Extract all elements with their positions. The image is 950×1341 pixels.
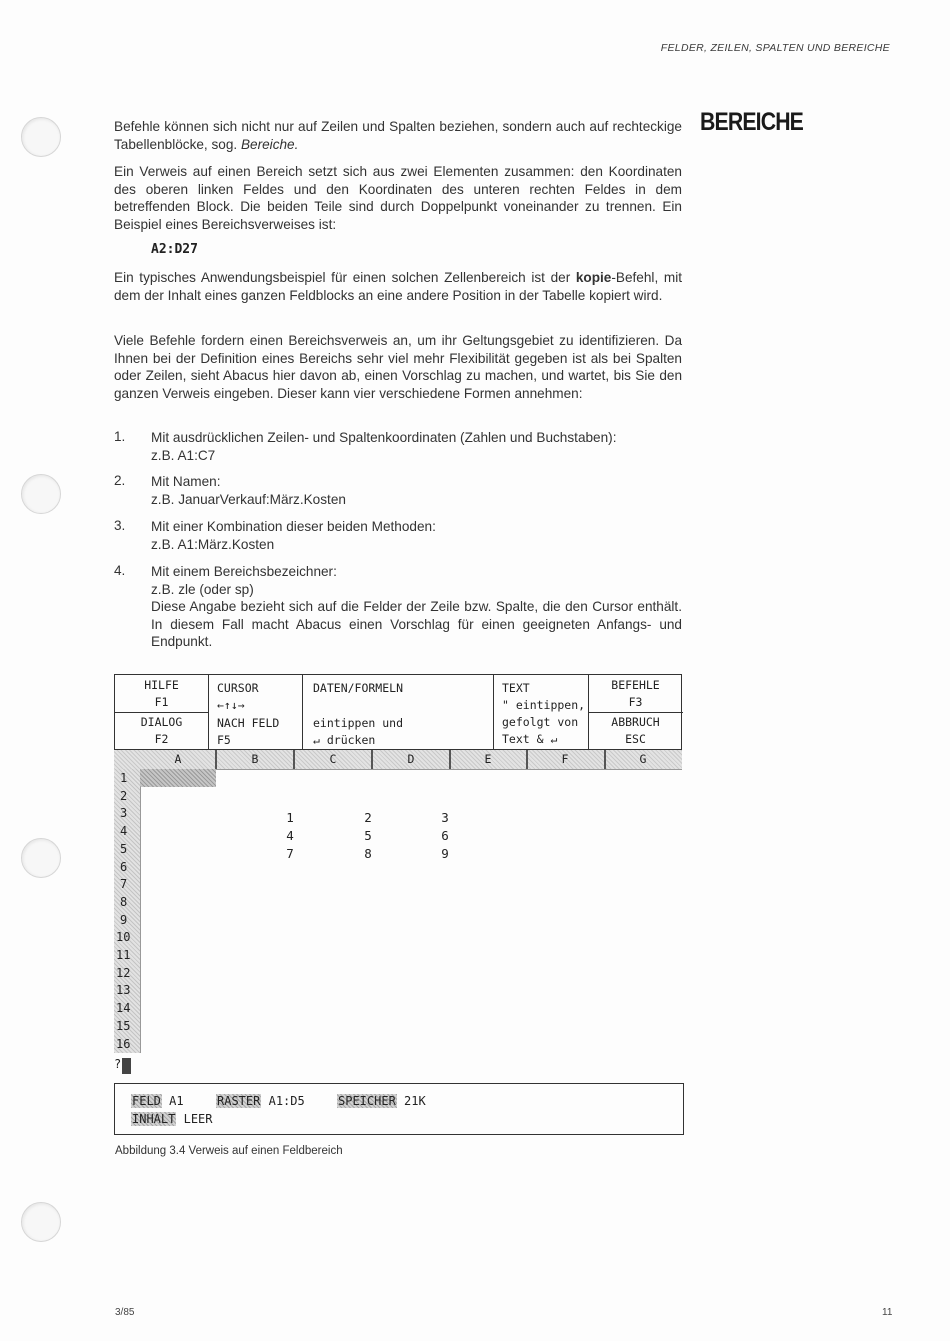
column-header-f: F xyxy=(561,752,569,766)
cell-b5: 7 xyxy=(286,846,294,861)
row-header: 9 xyxy=(120,912,128,927)
text-cursor xyxy=(122,1058,131,1074)
command-prompt: ? xyxy=(114,1057,122,1071)
status-inhalt: INHALT LEER xyxy=(132,1112,213,1126)
binder-hole xyxy=(21,117,61,157)
paragraph-intro: Befehle können sich nicht nur auf Zeilen und Spalten beziehen, sondern auch auf rechteckige Tabellenblöcke, sog. Bereiche. xyxy=(114,119,682,152)
row-header: 6 xyxy=(120,859,128,874)
list-item: Mit einer Kombination dieser beiden Methoden: z.B. A1:März.Kosten xyxy=(151,519,436,552)
list-number: 3. xyxy=(114,518,126,533)
row-header: 15 xyxy=(116,1018,131,1033)
column-header-e: E xyxy=(484,752,492,766)
row-header: 1 xyxy=(120,771,128,785)
help-abbruch: ABBRUCH ESC xyxy=(611,715,660,746)
column-header-c: C xyxy=(329,752,337,766)
binder-hole xyxy=(21,838,61,878)
status-raster: RASTER A1:D5 xyxy=(217,1094,305,1108)
status-line xyxy=(114,1083,684,1135)
paragraph-definition: Ein Verweis auf einen Bereich setzt sich aus zwei Elementen zusammen: den Koordinaten des oberen linken Feldes und den Koordinaten des unteren rechten Feldes in dem betreffenden Block. Die beiden Teile sind durch Doppelpunkt voneinander zu trennen. Ein Beispiel eines Bereichsverweises ist: xyxy=(114,164,682,232)
code-example: A2:D27 xyxy=(151,242,198,257)
list-item: Mit einem Bereichsbezeichner: z.B. zle (oder sp) Diese Angabe bezieht sich auf die Felder der Zeile bzw. Spalte, die den Cursor enthält. In diesem Fall macht Abacus einen Vorschlag für einen geeigneten Anfangs- und Endpunkt. xyxy=(151,564,682,650)
help-dialog: DIALOG F2 xyxy=(140,715,183,746)
cell-b4: 4 xyxy=(286,828,294,843)
list-number: 2. xyxy=(114,473,126,488)
row-header: 2 xyxy=(120,788,128,803)
help-hilfe: HILFE F1 xyxy=(144,678,179,709)
binder-hole xyxy=(21,1202,61,1242)
emphasis-bereiche: Bereiche. xyxy=(240,136,299,152)
paragraph-forms: Viele Befehle fordern einen Bereichsverweis an, um ihr Geltungsgebiet zu identifizieren. Da Ihnen bei der Definition eines Bereichs sehr viel mehr Flexibilität gegeben ist als bei Spalten oder Zeilen, sieht Abacus hier davon ab, einen Vorschlag zu machen, und wartet, bis Sie den ganzen Verweis eingeben. Dieser kann vier verschiedene Formen annehmen: xyxy=(114,333,682,401)
cell-cursor xyxy=(140,769,216,787)
cell-d3: 3 xyxy=(441,810,449,825)
help-befehle: BEFEHLE F3 xyxy=(611,678,660,709)
cell-d4: 6 xyxy=(441,828,449,843)
column-header-bar xyxy=(114,750,682,770)
row-header: 8 xyxy=(120,894,128,909)
cell-d5: 9 xyxy=(441,846,449,861)
help-daten-instructions: eintippen und ↵ drücken xyxy=(313,716,404,747)
row-header: 4 xyxy=(120,824,128,839)
page-number: 11 xyxy=(882,1307,893,1318)
cell-c4: 5 xyxy=(364,828,372,843)
status-feld: FELD A1 xyxy=(132,1094,184,1108)
row-header: 7 xyxy=(120,877,128,892)
help-cursor: CURSOR ←↑↓→ xyxy=(217,681,259,712)
list-number: 4. xyxy=(114,563,126,578)
help-panel xyxy=(114,674,682,750)
list-item: Mit ausdrücklichen Zeilen- und Spaltenkoordinaten (Zahlen und Buchstaben): z.B. A1:C7 xyxy=(151,430,617,463)
paragraph-kopie: Ein typisches Anwendungsbeispiel für einen solchen Zellenbereich ist der kopie-Befehl, mit dem der Inhalt eines ganzen Feldblocks an eine andere Position in der Tabelle kopiert wird. xyxy=(114,270,682,303)
running-head: FELDER, ZEILEN, SPALTEN UND BEREICHE xyxy=(660,42,890,54)
kopie-keyword: kopie xyxy=(575,270,612,285)
row-header: 14 xyxy=(116,1001,131,1016)
help-nach-feld: NACH FELD F5 xyxy=(217,716,280,747)
figure-caption: Abbildung 3.4 Verweis auf einen Feldbereich xyxy=(115,1145,343,1157)
row-header: 5 xyxy=(120,841,128,856)
footer-date: 3/85 xyxy=(115,1307,135,1318)
column-header-b: B xyxy=(251,752,259,766)
list-number: 1. xyxy=(114,429,126,444)
cell-c5: 8 xyxy=(364,846,372,861)
row-header: 10 xyxy=(116,930,131,945)
row-header-strip xyxy=(114,769,141,1053)
binder-hole xyxy=(21,474,61,514)
column-header-d: D xyxy=(407,752,415,766)
row-header: 11 xyxy=(116,948,131,962)
column-header-g: G xyxy=(639,752,647,766)
cell-b3: 1 xyxy=(286,810,294,825)
row-header: 12 xyxy=(116,965,131,980)
row-header: 13 xyxy=(116,983,131,998)
spreadsheet-screen xyxy=(114,674,684,1076)
help-daten: DATEN/FORMELN xyxy=(313,681,404,695)
row-header: 16 xyxy=(116,1036,131,1051)
section-title: BEREICHE xyxy=(700,108,804,136)
cell-c3: 2 xyxy=(364,810,372,825)
status-speicher: SPEICHER 21K xyxy=(338,1094,426,1108)
row-header: 3 xyxy=(120,806,128,821)
help-text: TEXT " eintippen, gefolgt von Text & ↵ xyxy=(502,681,586,746)
list-item: Mit Namen: z.B. JanuarVerkauf:März.Kosten xyxy=(151,474,346,507)
column-header-a: A xyxy=(174,752,182,766)
